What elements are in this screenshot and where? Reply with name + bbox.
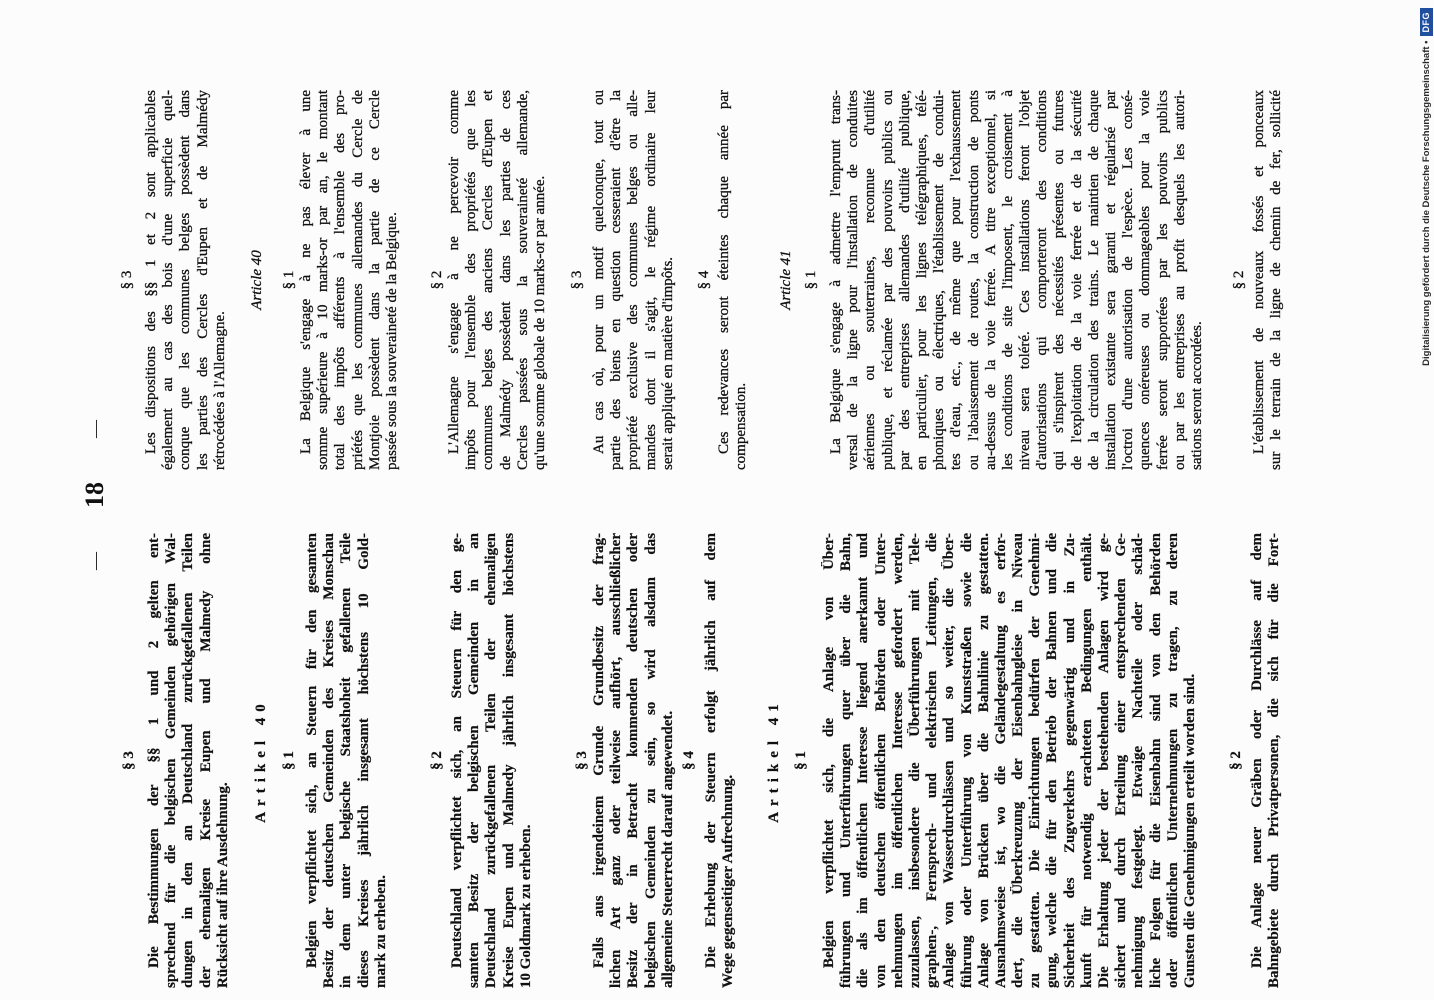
text-line: serait appliqué en matière d'impôts. — [659, 256, 676, 470]
text-line: Les dispositions des §§ 1 et 2 sont applicables — [143, 90, 159, 454]
de-art41-title: Artikel 41 — [766, 698, 782, 823]
text-line: Anlage von Brücken über die Bahnlinie zu gestatten. — [975, 533, 992, 988]
text-line: l'octroi d'une autorisation de l'espèce. Les consé- — [1120, 90, 1137, 470]
text-line: Belgien verpflichtet sich, an Steuern für den gesamten — [304, 533, 320, 968]
de-art41-s2-label: § 2 — [1228, 751, 1244, 770]
de-art40-s2-label: § 2 — [429, 751, 445, 770]
text-line: Deutschland verpflichtet sich, an Steuern für den ge- — [449, 533, 465, 968]
french-column — [0, 90, 1434, 470]
de-art40-s1-text — [304, 533, 390, 988]
text-line: führung oder Unterführung von Kunststraßen sowie die — [958, 533, 975, 988]
text-line: oder öffentlichen Unternehmungen zu tragen, zu deren — [1164, 533, 1181, 988]
fr-art40-s2-label: § 2 — [429, 270, 445, 290]
text-line: nehmungen im öffentlichen Interesse gefordert werden, — [889, 533, 906, 988]
de-prev-s3-label: § 3 — [121, 751, 137, 770]
text-line: mark zu erheben. — [372, 875, 389, 988]
page-number-dash-left: — — [84, 552, 105, 570]
fr-art40-s3-text — [591, 90, 677, 470]
fr-art41-title: Article 41 — [778, 250, 794, 310]
text-line: zu gestatten. Die Einrichtungen bedürfen der Genehmi- — [1027, 533, 1044, 988]
text-line: phoniques ou électriques, l'établissement de condui- — [931, 90, 948, 470]
text-line: gung, welche die für den Betrieb der Bahnen und die — [1044, 533, 1061, 988]
text-line: Au cas où, pour un motif quelconque, tout ou — [591, 90, 607, 454]
text-line: Bahngebiete durch Privatpersonen, die sich für die Fort- — [1266, 533, 1283, 988]
fr-art40-s1-text — [298, 90, 401, 470]
text-line: publique, et réclamée par des pouvoirs publics ou — [879, 90, 896, 470]
text-line: d'autorisations qui comporteront des conditions — [1034, 90, 1051, 470]
text-line: Sicherheit des Zugverkehrs gegenwärtig und in Zu- — [1061, 533, 1078, 988]
de-prev-s3-text — [146, 533, 232, 988]
text-line: Rücksicht auf ihre Ausdehnung. — [214, 782, 231, 988]
de-art40-s2-text — [449, 533, 535, 988]
text-line: 10 Goldmark zu erheben. — [517, 824, 534, 988]
text-line: Anlage von Wasserdurchlässen und so weiter, die Über- — [941, 533, 958, 988]
text-line: ou par les entreprises au profit desquels les autori- — [1171, 90, 1188, 470]
text-line: impôts pour l'ensemble des propriétés que les — [463, 90, 480, 470]
text-line: L'Allemagne s'engage à ne percevoir comme — [446, 90, 462, 454]
text-line: Besitz der in Betracht kommenden deutschen oder — [625, 533, 642, 988]
text-line: Cercles passées sous la souveraineté allemande, — [514, 90, 531, 470]
text-line: sur le terrain de la ligne de chemin de fer, sollicité — [1268, 90, 1285, 470]
text-line: tes d'eau, etc., de même que pour l'exhaussement — [948, 90, 965, 470]
text-line: en particulier, pour les lignes télégraphiques, télé- — [913, 90, 930, 470]
fr-prev-s3-text — [143, 90, 229, 470]
text-line: in dem unter belgische Staatshoheit gefallenen Teile — [338, 533, 355, 988]
text-line: par des entreprises allemandes d'utilité publique, — [896, 90, 913, 470]
digitization-credit — [1420, 8, 1433, 366]
fr-prev-s3-label: § 3 — [119, 270, 135, 290]
text-line: de l'exploitation de la voie ferrée et de la sécurité — [1068, 90, 1085, 470]
text-line: ou l'abaissement de routes, la construction de ponts — [965, 90, 982, 470]
text-line: de Malmédy possèdent dans les parties de ces — [497, 90, 514, 470]
text-line: Kreise Eupen und Malmedy jährlich insgesamt höchstens — [500, 533, 517, 988]
text-line: communes belges des anciens Cercles d'Eupen et — [480, 90, 497, 470]
text-line: versal de la ligne pour l'installation de conduites — [845, 90, 862, 470]
fr-art40-s3-label: § 3 — [569, 270, 585, 290]
text-line: dungen in den an Deutschland zurückgefallenen Teilen — [180, 533, 197, 988]
text-line: Die Erhaltung jeder der bestehenden Anlagen wird ge- — [1096, 533, 1112, 988]
text-line: de la circulation des trains. Le maintien de chaque — [1085, 90, 1102, 470]
text-line: sprechend für die belgischen Gemeinden gehörigen Wal- — [163, 533, 180, 988]
text-line: compensation. — [733, 382, 750, 470]
text-line: dieses Kreises jährlich insgesamt höchstens 10 Gold- — [355, 533, 372, 988]
text-line: Die Anlage neuer Gräben oder Durchlässe auf dem — [1249, 533, 1265, 968]
text-line: qui s'inspirent des nécessités présentes ou futures — [1051, 90, 1068, 470]
page-number: 18 — [80, 482, 109, 508]
text-line: au-dessus de la voie ferrée. A titre exceptionnel, si — [982, 90, 999, 470]
page-number-dash-right: — — [84, 420, 105, 438]
text-line: lichen Art ganz oder teilweise aufhört, ausschließlicher — [608, 533, 625, 988]
de-art41-s2-text — [1249, 533, 1283, 988]
text-line: partie des biens en question cesseraient d'être la — [608, 90, 625, 470]
text-line: Ces redevances seront éteintes chaque année par — [716, 90, 732, 454]
text-line: L'établissement de nouveaux fossés et ponceaux — [1251, 90, 1267, 454]
text-line: der ehemaligen Kreise Eupen und Malmedy ohne — [197, 533, 214, 988]
text-line: liche Folgen für die Eisenbahn sind von den Behörden — [1147, 533, 1164, 988]
text-line: Besitz der deutschen Gemeinden des Kreises Monschau — [321, 533, 338, 988]
fr-art41-s2-text — [1251, 90, 1285, 470]
text-line: Deutschland zurückgefallenen Teilen der ehemaligen — [483, 533, 500, 988]
text-line: kunft für notwendig erachteten Bedingungen enthält. — [1078, 533, 1095, 988]
text-line: mandes dont il s'agit, le régime ordinaire leur — [642, 90, 659, 470]
text-line: Wege gegenseitiger Aufrechnung. — [720, 774, 737, 988]
de-art40-s1-label: § 1 — [281, 751, 297, 770]
text-line: somme supérieure à 10 marks-or par an, le montant — [315, 90, 332, 470]
text-line: Falls aus irgendeinem Grunde Grundbesitz der frag- — [591, 533, 607, 968]
text-line: zuzulassen, insbesondere die Überführungen mit Tele- — [906, 533, 923, 988]
fr-art41-s2-label: § 2 — [1231, 270, 1247, 290]
fr-art40-s1-label: § 1 — [281, 270, 297, 290]
fr-art41-s1-text — [828, 90, 1206, 470]
text-line: les conditions de site l'imposent, le croisement à — [999, 90, 1016, 470]
fr-art40-title: Article 40 — [249, 250, 265, 310]
text-line: conque que les communes belges possèdent dans — [177, 90, 194, 470]
fr-art40-s4-text — [716, 90, 750, 470]
fr-art40-s2-text — [446, 90, 549, 470]
text-line: aériennes ou souterraines, reconnue d'utilité — [862, 90, 879, 470]
de-art40-title: Artikel 40 — [253, 698, 269, 823]
de-art40-s3-label: § 3 — [574, 751, 590, 770]
text-line: allgemeine Steuerrecht darauf angewendet. — [659, 710, 676, 988]
text-line: total des impôts afférents à l'ensemble des pro- — [332, 90, 349, 470]
text-line: passée sous la souveraineté de la Belgique. — [383, 212, 400, 470]
text-line: führungen und Unterführungen quer über die Bahn, — [838, 533, 855, 988]
text-line: qu'une somme globale de 10 marks-or par année. — [531, 175, 548, 470]
dfg-logo: DFG — [1420, 8, 1433, 37]
text-line: Die Bestimmungen der §§ 1 und 2 gelten ent- — [146, 533, 162, 968]
text-line: installation existante sera garanti et régularisé par — [1103, 90, 1119, 470]
text-line: quences onéreuses ou dommageables pour la voie — [1137, 90, 1154, 470]
text-line: samten Besitz der belgischen Gemeinden in an — [466, 533, 483, 988]
text-line: propriété exclusive des communes belges ou alle- — [625, 90, 642, 470]
fr-art41-s1-label: § 1 — [803, 270, 819, 290]
german-column — [0, 533, 1434, 988]
text-line: dert, die Überkreuzung der Eisenbahngleise in Niveau — [1010, 533, 1027, 988]
de-art40-s4-text — [703, 533, 737, 988]
text-line: Belgien verpflichtet sich, die Anlage von Über- — [821, 533, 837, 968]
text-line: niveau sera toléré. Ces installations feront l'objet — [1017, 90, 1034, 470]
de-art41-s1-text — [821, 533, 1199, 988]
text-line: belgischen Gemeinden zu sein, so wird alsdann das — [642, 533, 659, 988]
de-art40-s4-label: § 4 — [681, 751, 697, 770]
text-line: graphen-, Fernsprech- und elektrischen Leitungen, die — [924, 533, 941, 988]
text-line: également au cas des bois d'une superficie quel- — [160, 90, 177, 470]
text-line: priétés que les communes allemandes du Cercle de — [349, 90, 366, 470]
text-line: die als im öffentlichen Interesse liegend anerkannt und — [855, 533, 872, 988]
text-line: ferrée seront supportées par les pouvoirs publics — [1154, 90, 1171, 470]
text-line: Ausnahmsweise ist, wo die Geländegestaltung es erfor- — [992, 533, 1009, 988]
text-line: La Belgique s'engage à admettre l'emprunt trans- — [828, 90, 844, 454]
credit-text: Digitalisierung gefördert durch die Deutsche Forschungsgemeinschaft • — [1421, 40, 1432, 366]
text-line: nehmigung festgelegt. Etwaige Nachteile oder schäd- — [1130, 533, 1147, 988]
de-art41-s1-label: § 1 — [793, 751, 809, 770]
text-line: les parties des Cercles d'Eupen et de Malmédy — [194, 90, 211, 470]
text-line: rétrocédées à l'Allemagne. — [211, 311, 228, 470]
text-line: von den deutschen öffentlichen Behörden oder Unter- — [872, 533, 889, 988]
text-line: Montjoie possèdent dans la partie de ce Cercle — [366, 90, 383, 470]
text-line: Die Erhebung der Steuern erfolgt jährlich auf dem — [703, 533, 719, 968]
de-art40-s3-text — [591, 533, 677, 988]
text-line: La Belgique s'engage à ne pas élever à une — [298, 90, 314, 454]
text-line: sichert und durch Erteilung einer entsprechenden Ge- — [1113, 533, 1130, 988]
text-line: sations seront accordées. — [1188, 321, 1205, 470]
text-line: Gunsten die Genehmigungen erteilt worden sind. — [1181, 673, 1198, 988]
fr-art40-s4-label: § 4 — [696, 270, 712, 290]
